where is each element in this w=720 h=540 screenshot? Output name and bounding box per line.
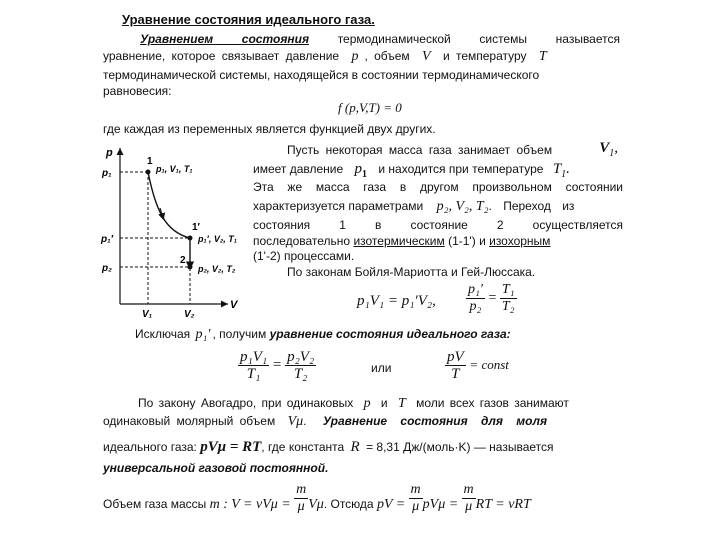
avogadro-line-1	[138, 396, 623, 411]
equals: =	[488, 290, 497, 306]
tick-v1: V₁	[142, 309, 153, 320]
bottom-v1: V = νVμ =	[231, 496, 291, 512]
where-line: где каждая из переменных является функцией двух других.	[103, 122, 436, 136]
fraction	[238, 349, 269, 382]
bottom-f3-num: m	[463, 482, 474, 497]
avog-l1-t: T	[397, 396, 406, 411]
gay-den-r: T₂	[501, 299, 515, 314]
final-r-den: T₂	[293, 366, 308, 382]
excl-c: уравнение состояния идеального газа:	[269, 327, 511, 341]
page-title: Уравнение состояния идеального газа.	[122, 12, 375, 27]
avog-l3c: = 8,31 Дж/(моль·K) — называется	[366, 440, 554, 454]
para2-line-5: состояния 1 в состояние 2 осуществляется	[253, 218, 623, 232]
var-p: p	[351, 49, 359, 64]
final-c-rhs: = const	[469, 356, 509, 372]
intro-line-3: термодинамической системы, находящейся в состоянии термодинамического	[103, 68, 540, 82]
avog-l2a: одинаковый молярный объем	[103, 414, 276, 428]
isotherm-curve	[148, 172, 190, 238]
axis-p-label: p	[106, 147, 113, 159]
para2-line-1	[287, 140, 620, 159]
frac-t	[500, 282, 517, 315]
para2-line-2	[253, 162, 623, 182]
const-equation	[445, 349, 509, 382]
final-l-den: T₁	[246, 366, 261, 382]
avog-l3-r: R	[350, 439, 360, 455]
tick-p1: p₁	[102, 168, 112, 179]
excluding-line	[135, 327, 511, 342]
tick-p1-prime: p₁′	[101, 234, 114, 245]
equation-f: f (p,V,T) = 0	[338, 100, 402, 115]
final-r-num: p₂V₂	[287, 349, 315, 365]
tick-v2: V₂	[184, 309, 195, 320]
excl-a: Исключая	[135, 327, 191, 341]
para2-text: характеризуется параметрами	[253, 199, 424, 213]
avog-l1a: По закону Авогадро, при одинаковых	[138, 396, 354, 410]
bottom-b: . Отсюда	[323, 496, 374, 511]
para2-line-8: По законам Бойля-Мариотта и Гей-Люссака.	[287, 265, 536, 279]
para2-text: и	[479, 234, 486, 248]
gay-num-l: p₁′	[468, 282, 483, 297]
intro-text: , объем	[364, 49, 410, 63]
bottom-a: Объем газа массы	[103, 496, 207, 511]
avog-l3a: идеального газа:	[103, 440, 197, 454]
label-point-2: 2	[180, 255, 186, 266]
para2-line-4	[253, 199, 623, 214]
avogadro-line-4: универсальной газовой постоянной.	[103, 461, 329, 475]
bottom-v2b: pVμ =	[422, 496, 459, 512]
var-v: V	[422, 49, 431, 64]
isothermal-term: изотермическим	[353, 234, 445, 248]
fraction	[462, 482, 476, 515]
final-eq: =	[272, 356, 282, 373]
fraction	[409, 482, 423, 515]
var-v1: $V_1$,	[599, 140, 618, 159]
label-point-1: 1	[147, 156, 153, 167]
boyle-equation: p₁V₁ = p₁′V₂,	[357, 293, 436, 309]
final-c-den: T	[451, 366, 460, 382]
final-c-num: pV	[447, 349, 464, 365]
para2-l2-psub: 1	[362, 169, 368, 180]
excl-m: p₁′	[195, 327, 211, 342]
avog-l2-v: Vμ	[287, 414, 304, 429]
pv-diagram	[100, 142, 250, 320]
frac-p	[466, 282, 485, 315]
state-1p-params: p₁′, V₂, T₁	[198, 234, 237, 244]
avog-l2c: Уравнение состояния для моля	[322, 414, 548, 428]
or-word: или	[371, 361, 392, 375]
bottom-f2-den: μ	[412, 499, 420, 514]
axis-v-label: V	[230, 299, 238, 311]
fraction	[445, 349, 466, 382]
state-2-params: p₂, V₂, T₂	[198, 264, 236, 274]
avogadro-line-2	[103, 414, 623, 429]
para2-text: Пусть некоторая масса газа занимает объем	[287, 143, 553, 157]
para2-line-3: Эта же масса газа в другом произвольном состоянии	[253, 180, 623, 194]
state-1-params: p₁, V₁, T₁	[156, 164, 193, 174]
point-2	[188, 265, 193, 270]
para2-l2-p: p	[354, 161, 363, 177]
fraction	[285, 349, 316, 382]
intro-lead: Уравнением состояния	[140, 32, 310, 46]
intro-line-4: равновесия:	[103, 84, 172, 98]
para2-line-7: (1'-2) процессами.	[253, 249, 355, 263]
intro-line-1	[140, 32, 620, 47]
bottom-m: m :	[209, 496, 228, 512]
gay-lussac-equation	[466, 282, 517, 315]
bottom-v1b: Vμ	[308, 496, 324, 512]
avog-l1c: моли всех газов занимают	[416, 396, 569, 410]
isochoric-term: изохорным	[489, 234, 551, 248]
avog-l3-eq: pVμ = RT	[200, 439, 262, 455]
avog-l3b: , где константа	[261, 440, 345, 454]
intro-line1-rest: термодинамической системы называется	[309, 32, 620, 46]
para2-l2-tsub: 1	[561, 169, 567, 180]
bottom-f1-den: μ	[297, 499, 305, 514]
gay-den-l: p₂	[469, 299, 482, 314]
avog-l1-p: p	[363, 396, 371, 411]
intro-text: и температуру	[442, 49, 527, 63]
bottom-f3-den: μ	[465, 499, 473, 514]
point-1	[146, 170, 151, 175]
sub-1: 1	[609, 148, 615, 159]
intro-text: уравнение, которое связывает давление	[103, 49, 340, 63]
intro-line-2	[103, 49, 623, 64]
excl-b: , получим	[212, 327, 267, 341]
bottom-v3: RT = νRT	[475, 496, 531, 512]
var-t: T	[538, 49, 547, 64]
var-p1	[354, 161, 368, 180]
var-t1: $T_1$.	[552, 161, 570, 180]
para2-text: . Переход из	[488, 199, 575, 213]
para2-text: имеет давление	[253, 162, 344, 176]
bottom-v2: pV =	[376, 496, 406, 512]
para2-l2-t: T	[552, 161, 562, 177]
bottom-f2-num: m	[410, 482, 421, 497]
gay-num-r: T₁	[501, 282, 515, 297]
fraction	[294, 482, 308, 515]
params-2: p₂, V₂, T₂	[436, 199, 489, 214]
label-point-1-prime: 1′	[192, 222, 200, 233]
var-v: V	[599, 140, 610, 156]
avogadro-line-3	[103, 440, 623, 455]
combined-gas-law	[238, 349, 316, 382]
bottom-line	[103, 482, 643, 515]
para2-text: последовательно	[253, 234, 351, 248]
avog-l1b: и	[380, 396, 388, 410]
tick-p2: p₂	[102, 263, 112, 274]
para2-text: и находится при температуре	[378, 162, 544, 176]
final-l-num: p₁V₁	[240, 349, 268, 365]
point-1-prime	[188, 236, 193, 241]
para2-text: (1-1')	[448, 234, 476, 248]
bottom-f1-num: m	[296, 482, 307, 497]
avog-l2b: .	[303, 414, 307, 428]
para2-line-6	[253, 234, 623, 249]
